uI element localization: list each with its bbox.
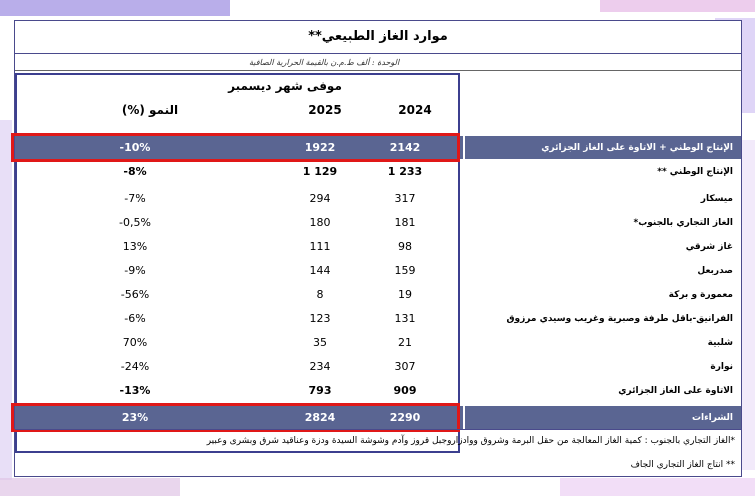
table-row xyxy=(15,235,741,259)
value-growth: -7% xyxy=(124,192,146,205)
value-2024: 2290 xyxy=(389,411,421,424)
value-2025: 144 xyxy=(309,264,331,277)
decor-band-top-left xyxy=(0,0,230,16)
table-row xyxy=(15,307,741,331)
table-row xyxy=(15,211,741,235)
value-growth: -9% xyxy=(124,264,146,277)
row-label: ميسكار xyxy=(700,194,733,204)
table-row xyxy=(15,187,741,211)
row-label: شلبية xyxy=(707,338,733,348)
column-header-2025: 2025 xyxy=(308,103,342,117)
highlight-box-data-top xyxy=(11,133,460,162)
column-header-growth: النمو (%) xyxy=(121,103,179,117)
decor-band-right-lower xyxy=(740,140,755,470)
value-2025: 123 xyxy=(309,312,331,325)
row-label: نوارة xyxy=(710,362,733,372)
value-2025: 180 xyxy=(309,216,331,229)
table-row xyxy=(15,283,741,307)
value-2025: 1 129 xyxy=(302,165,338,178)
value-2024: 317 xyxy=(394,192,416,205)
value-2025: 8 xyxy=(316,288,324,301)
unit-note: الوحدة : ألف ط.م.ن بالقيمة الحرارية الصافية xyxy=(249,58,400,67)
value-2025: 111 xyxy=(309,240,331,253)
value-growth: -56% xyxy=(120,288,150,301)
table-row xyxy=(15,259,741,283)
value-2025: 294 xyxy=(309,192,331,205)
value-2024: 2142 xyxy=(389,141,421,154)
value-2025: 793 xyxy=(308,384,332,397)
value-2024: 19 xyxy=(398,288,412,301)
value-2025: 234 xyxy=(309,360,331,373)
row-label: الشراءات xyxy=(691,413,733,423)
row-label: صدربعل xyxy=(697,266,733,276)
value-2025: 2824 xyxy=(304,411,336,424)
value-2024: 1 233 xyxy=(387,165,423,178)
footnote-2: ** انتاج الغاز التجاري الجاف xyxy=(630,460,735,470)
value-2024: 181 xyxy=(394,216,416,229)
table-row xyxy=(15,379,741,403)
value-growth: -6% xyxy=(124,312,146,325)
value-2024: 98 xyxy=(398,240,412,253)
value-growth: -13% xyxy=(119,384,151,397)
table-row xyxy=(15,160,741,184)
column-separator xyxy=(463,406,465,429)
value-growth: -24% xyxy=(120,360,150,373)
value-growth: -0,5% xyxy=(119,216,151,229)
value-growth: -10% xyxy=(119,141,151,154)
row-label: غاز شرقي xyxy=(685,242,733,252)
value-2024: 159 xyxy=(394,264,416,277)
value-growth: 23% xyxy=(121,411,149,424)
row-label: الإنتاج الوطني + الاتاوة على الغاز الجزائري xyxy=(541,143,733,153)
value-2025: 1922 xyxy=(304,141,336,154)
value-growth: -8% xyxy=(123,165,147,178)
table-row xyxy=(15,331,741,355)
value-growth: 70% xyxy=(122,336,148,349)
document-page xyxy=(14,20,742,477)
table-row xyxy=(15,355,741,379)
value-2024: 131 xyxy=(394,312,416,325)
row-label: الإنتاج الوطني ** xyxy=(657,167,733,177)
footnote-1: *الغاز التجاري بالجنوب : كمية الغاز المعالجة من حقل البرمة وشروق ووادزاروجبل قروز وآدم وشوشة السيدة ودزة وعناقيد شرق وبشرى وعبير xyxy=(206,436,735,446)
value-2025: 35 xyxy=(313,336,327,349)
divider xyxy=(15,70,741,71)
decor-band-bottom-left xyxy=(0,478,180,496)
decor-band-bottom-right xyxy=(560,478,755,496)
column-header-2024: 2024 xyxy=(398,103,432,117)
row-label: الاتاوة على الغاز الجزائري xyxy=(618,386,733,396)
value-growth: 13% xyxy=(122,240,148,253)
highlight-box-data-bottom xyxy=(11,403,460,432)
value-2024: 307 xyxy=(394,360,416,373)
row-label: معمورة و بركة xyxy=(668,290,733,300)
row-label: الفرانيق-باقل طرفة وصبرية وغريب وسيدي مرزوق xyxy=(506,314,733,324)
value-2024: 21 xyxy=(398,336,412,349)
period-header: موفى شهر ديسمبر xyxy=(228,79,342,93)
decor-band-top-right xyxy=(600,0,755,12)
value-2024: 909 xyxy=(393,384,417,397)
page-title: موارد الغاز الطبيعي** xyxy=(15,21,741,54)
column-separator xyxy=(463,136,465,159)
row-label: الغاز التجاري بالجنوب* xyxy=(633,218,733,228)
footnotes xyxy=(15,429,741,476)
